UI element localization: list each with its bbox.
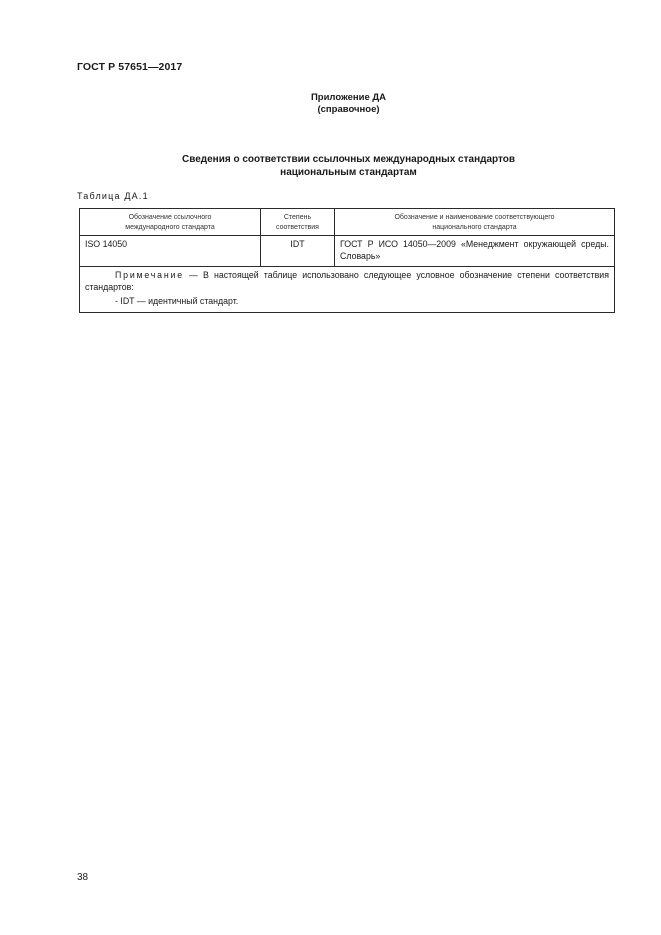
table-note [80,267,615,313]
table-caption: Таблица ДА.1 [77,191,149,201]
section-heading-line2: национальным стандартам [280,166,417,178]
header-ref-standard [80,209,261,236]
note-label: Примечание [115,270,184,280]
cell-degree: IDT [261,236,335,267]
header-national-line2: национального стандарта [432,223,517,231]
table-header-row [80,209,615,236]
cell-ref-standard: ISO 14050 [80,236,261,267]
header-ref-line2: международного стандарта [125,223,215,231]
header-degree [261,209,335,236]
header-national-line1: Обозначение и наименование соответствующего [394,214,555,221]
appendix-subtitle: (справочное) [317,104,380,115]
header-ref-line1: Обозначение ссылочного [128,214,212,221]
header-degree-line1: Степень [283,214,312,221]
header-degree-line2: соответствия [276,223,319,231]
section-heading-line1: Сведения о соответствии ссылочных международных стандартов [181,154,516,165]
section-heading [0,154,661,179]
note-text: — В настоящей таблице использовано следующее условное обозначение степени соответствия стандартов: [85,270,609,292]
appendix-heading [0,92,661,116]
page-number: 38 [77,872,89,883]
header-national-standard [335,209,615,236]
note-item: - IDT — идентичный стандарт. [115,296,239,306]
cell-national-standard: ГОСТ Р ИСО 14050—2009 «Менеджмент окружающей среды. Словарь» [335,236,615,267]
table-note-row [80,267,615,313]
appendix-title: Приложение ДА [310,92,387,103]
document-code: ГОСТ Р 57651—2017 [77,61,183,73]
note-paragraph [85,270,609,293]
table-row [80,236,615,267]
correspondence-table [79,208,615,313]
